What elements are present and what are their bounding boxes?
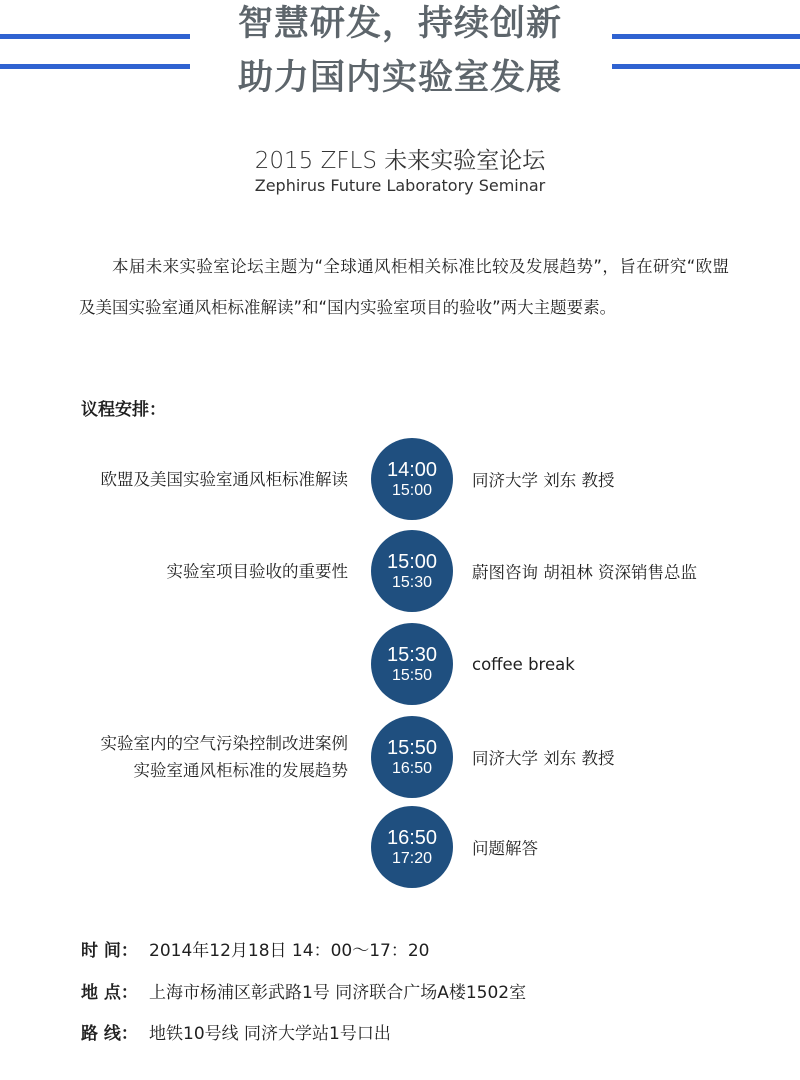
event-time-value: 2014年12月18日 14：00～17：20 (149, 941, 430, 961)
agenda-heading: 议程安排： (81, 400, 166, 420)
agenda-item (0, 806, 800, 888)
agenda-item (0, 716, 800, 798)
event-time-label: 时 间： (81, 941, 138, 961)
event-route-label: 路 线： (81, 1024, 138, 1044)
event-place-label: 地 点： (81, 983, 138, 1003)
agenda-start-time: 15:30 (386, 643, 438, 666)
agenda-speaker: 问题解答 (472, 839, 538, 858)
agenda-item (0, 623, 800, 705)
agenda-start-time: 14:00 (386, 458, 438, 481)
event-route (81, 1021, 391, 1047)
agenda-speaker: 同济大学 刘东 教授 (472, 749, 615, 768)
header-banner (0, 0, 800, 110)
agenda-end-time: 15:30 (391, 573, 433, 591)
agenda-topic-line: 实验室项目验收的重要性 (166, 561, 348, 581)
agenda-time-circle (371, 438, 453, 520)
header-rule-right-top (612, 34, 800, 39)
headline-line-1: 智慧研发，持续创新 (237, 4, 562, 44)
agenda-topic (28, 530, 348, 612)
header-rule-left-top (0, 34, 190, 39)
header-rule-left-bottom (0, 64, 190, 69)
event-place-value: 上海市杨浦区彰武路1号 同济联合广场A楼1502室 (149, 983, 527, 1003)
headline-line-2: 助力国内实验室发展 (237, 58, 562, 98)
forum-subtitle: Zephirus Future Laboratory Seminar (254, 176, 546, 195)
agenda-speaker: 同济大学 刘东 教授 (472, 471, 615, 490)
header-rule-right-bottom (612, 64, 800, 69)
agenda-time-circle (371, 716, 453, 798)
agenda-end-time: 17:20 (391, 849, 433, 867)
agenda-topic-line: 实验室通风柜标准的发展趋势 (133, 761, 348, 780)
agenda-speaker: 蔚图咨询 胡祖林 资深销售总监 (472, 563, 697, 582)
agenda-topic (28, 716, 348, 798)
event-route-value: 地铁10号线 同济大学站1号口出 (149, 1024, 391, 1044)
intro-paragraph: 本届未来实验室论坛主题为“全球通风柜相关标准比较及发展趋势”，旨在研究“欧盟及美国实验室通风柜标准解读”和“国内实验室项目的验收”两大主题要素。 (79, 257, 729, 317)
event-place (81, 980, 526, 1006)
agenda-item (0, 438, 800, 520)
agenda-topic (28, 438, 348, 520)
agenda-start-time: 15:00 (386, 550, 438, 573)
agenda-end-time: 15:00 (391, 481, 433, 499)
agenda-start-time: 16:50 (386, 826, 438, 849)
agenda-topic-line: 欧盟及美国实验室通风柜标准解读 (100, 469, 348, 489)
agenda-topic-line: 实验室内的空气污染控制改进案例 (100, 734, 348, 753)
agenda-time-circle (371, 806, 453, 888)
agenda-item (0, 530, 800, 612)
agenda-time-circle (371, 623, 453, 705)
agenda-end-time: 16:50 (391, 759, 433, 777)
agenda-speaker: coffee break (472, 654, 575, 674)
agenda-time-circle (371, 530, 453, 612)
forum-title: 2015 ZFLS 未来实验室论坛 (254, 148, 546, 174)
agenda-start-time: 15:50 (386, 736, 438, 759)
event-time (81, 938, 429, 964)
agenda-end-time: 15:50 (391, 666, 433, 684)
